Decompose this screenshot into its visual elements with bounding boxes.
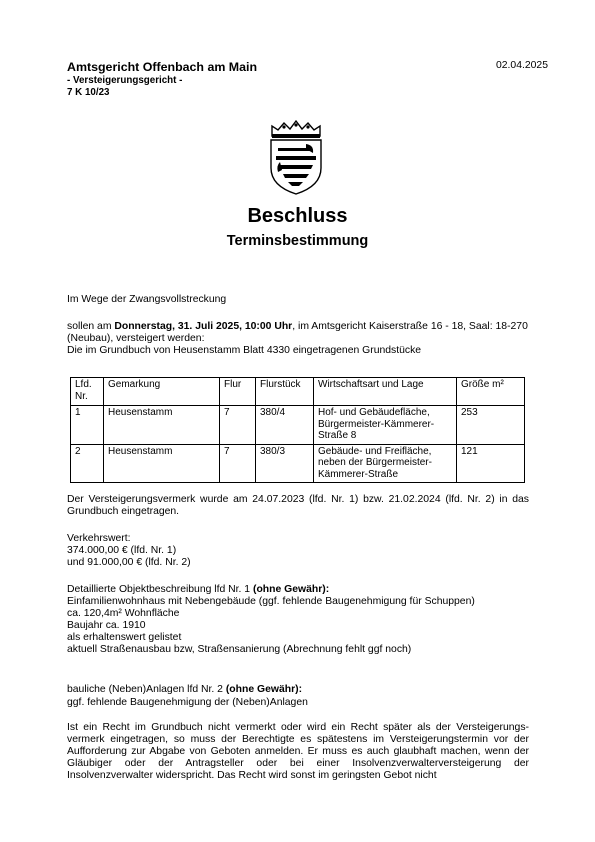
document-date: 02.04.2025 xyxy=(495,60,548,71)
header-wirtschaftsart: Wirtschaftsart und Lage xyxy=(314,378,457,406)
cell-wirtschaftsart: Hof- und Gebäudefläche, Bürgermeister-Kämmerer-Straße 8 xyxy=(314,406,457,445)
header-flurstueck: Flurstück xyxy=(256,378,314,406)
document-title: Beschluss xyxy=(247,205,348,227)
cell-groesse: 121 xyxy=(457,444,525,483)
cell-lfd-nr: 1 xyxy=(71,406,104,445)
cell-flur: 7 xyxy=(220,444,256,483)
objekt1-line: Einfamilienwohnhaus mit Nebengebäude (ggf. fehlende Baugenehmigung für Schuppen) xyxy=(67,596,475,607)
court-name: Amtsgericht Offenbach am Main xyxy=(67,60,258,74)
objekt2-heading-bold: (ohne Gewähr): xyxy=(225,684,303,695)
cell-groesse: 253 xyxy=(457,406,525,445)
verkehrswert-line-1: 374.000,00 € (lfd. Nr. 1) xyxy=(67,545,177,556)
document-subtitle: Terminsbestimmung xyxy=(226,233,369,249)
registry-line: Die im Grundbuch von Heusenstamm Blatt 4330 eingetragenen Grundstücke xyxy=(67,345,422,356)
objekt2-heading xyxy=(67,684,529,696)
auction-prefix: sollen am xyxy=(67,321,115,332)
auction-suffix: , im Amtsgericht Kaiserstraße 16 - 18, Saal: 18-270 (Neubau), versteigert werden: xyxy=(67,321,528,344)
verkehrswert-label: Verkehrswert: xyxy=(67,533,131,544)
table-row xyxy=(71,406,525,445)
intro-text: Im Wege der Zwangsvollstreckung xyxy=(67,294,227,305)
objekt1-line: Baujahr ca. 1910 xyxy=(67,620,146,631)
hessen-coat-of-arms-icon xyxy=(266,118,326,196)
vermerk-text: Der Versteigerungsvermerk wurde am 24.07.2023 (lfd. Nr. 1) bzw. 21.02.2024 (lfd. Nr. 2) in das Grundbuch eingetragen. xyxy=(67,494,529,517)
cell-gemarkung: Heusenstamm xyxy=(104,406,220,445)
header-flur: Flur xyxy=(220,378,256,406)
table-header-row xyxy=(71,378,525,406)
cell-gemarkung: Heusenstamm xyxy=(104,444,220,483)
objekt1-heading xyxy=(67,584,529,596)
header-groesse: Größe m² xyxy=(457,378,525,406)
cell-flurstueck: 380/3 xyxy=(256,444,314,483)
cell-flur: 7 xyxy=(220,406,256,445)
verkehrswert-line-2: und 91.000,00 € (lfd. Nr. 2) xyxy=(67,557,191,568)
objekt2-heading-prefix: bauliche (Neben)Anlagen lfd Nr. 2 xyxy=(67,684,226,695)
objekt1-heading-bold: (ohne Gewähr): xyxy=(252,584,330,595)
table-row xyxy=(71,444,525,483)
cell-flurstueck: 380/4 xyxy=(256,406,314,445)
court-department: - Versteigerungsgericht - xyxy=(67,75,183,86)
objekt2-line: ggf. fehlende Baugenehmigung der (Neben)Anlagen xyxy=(67,697,308,708)
objekt1-line: ca. 120,4m² Wohnfläche xyxy=(67,608,180,619)
property-table xyxy=(70,377,525,483)
objekt1-line: als erhaltenswert gelistet xyxy=(67,632,182,643)
auction-date: Donnerstag, 31. Juli 2025, 10:00 Uhr xyxy=(114,321,293,332)
cell-lfd-nr: 2 xyxy=(71,444,104,483)
case-number: 7 K 10/23 xyxy=(67,87,110,98)
objekt1-line: aktuell Straßenausbau bzw, Straßensanierung (Abrechnung fehlt ggf noch) xyxy=(67,644,412,655)
objekt1-heading-prefix: Detaillierte Objektbeschreibung lfd Nr. 1 xyxy=(67,584,253,595)
header-lfd-nr: Lfd. Nr. xyxy=(71,378,104,406)
cell-wirtschaftsart: Gebäude- und Freifläche, neben der Bürgermeister-Kämmerer-Straße xyxy=(314,444,457,483)
recht-paragraph: Ist ein Recht im Grundbuch nicht vermerkt oder wird ein Recht später als der Versteigerungs-vermerk eingetragen, so muss der Berechtigte es spätestens im Versteigerungstermin vor der Aufforderung zur Abgabe von Geboten anmelden. Er muss es auch glaubhaft machen, wenn der Gläubiger oder der Antragsteller oder bei einer Insolvenzverwalterversteigerung der Insolvenzverwalter widerspricht. Das Recht wird sonst im geringsten Gebot nicht xyxy=(67,722,529,781)
auction-paragraph xyxy=(67,321,529,357)
header-gemarkung: Gemarkung xyxy=(104,378,220,406)
